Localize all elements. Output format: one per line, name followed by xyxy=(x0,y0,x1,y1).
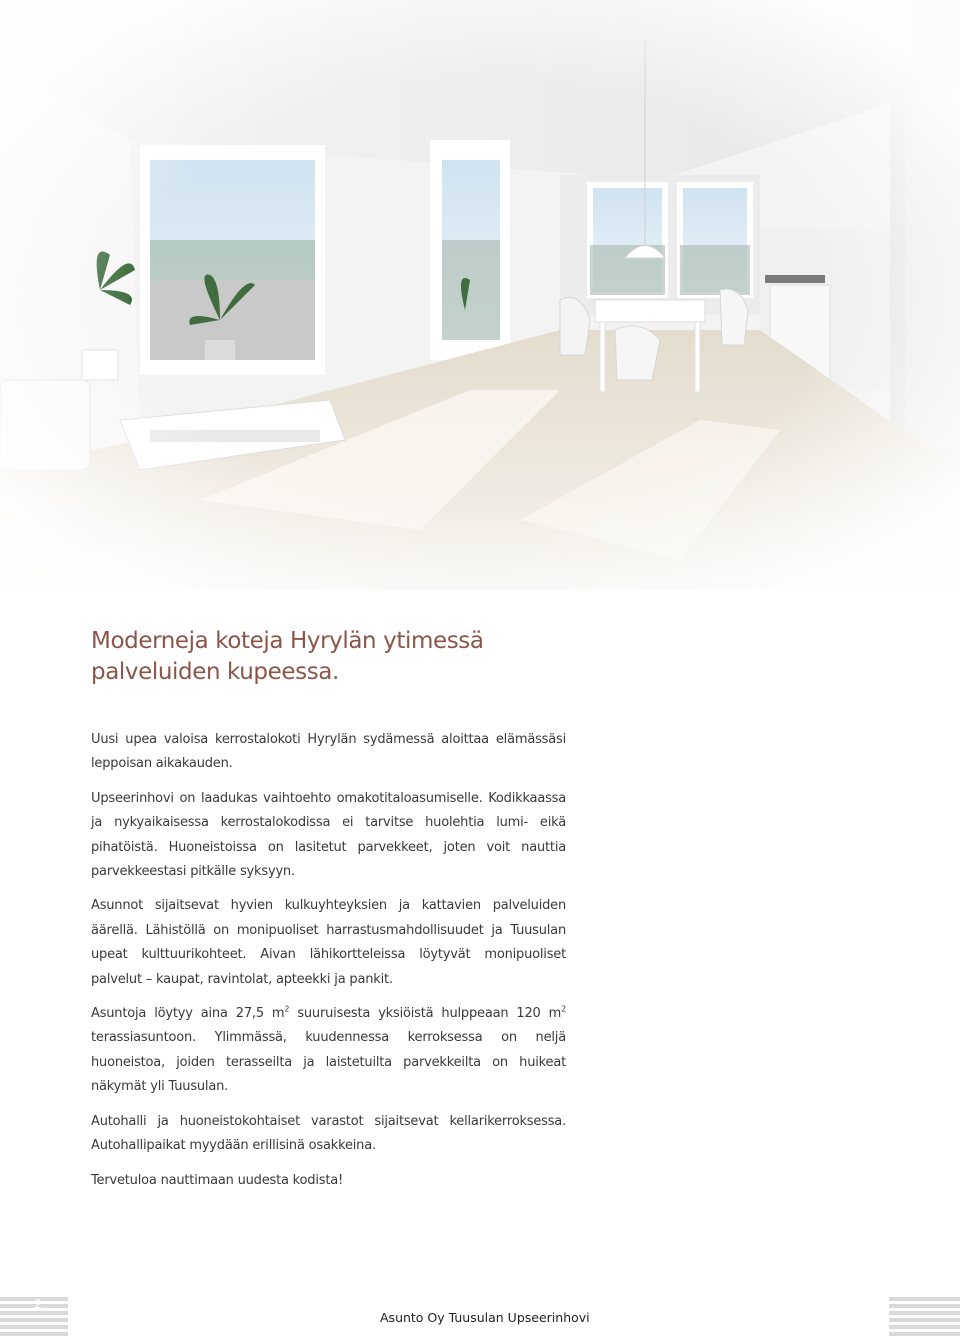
interior-photo-icon xyxy=(0,0,960,590)
headline-line-2: palveluiden kupeessa. xyxy=(91,659,339,685)
paragraph-parking: Autohalli ja huoneistokohtaiset varastot sijaitsevat kellarikerroksessa. Autohallipaikat myydään erillisinä osakkeina. xyxy=(91,1113,566,1154)
area-superscript-2: 2 xyxy=(561,1004,566,1014)
area-text-part-2: suuruisesta yksiöistä hulppeaan 120 m xyxy=(289,1006,562,1022)
page-headline xyxy=(91,626,651,688)
paragraph-intro: Uusi upea valoisa kerrostalokoti Hyrylän sydämessä aloittaa elämässäsi leppoisan aikakauden. xyxy=(91,732,566,772)
footer-stripes-right xyxy=(889,1297,960,1337)
area-superscript-1: 2 xyxy=(284,1004,290,1014)
area-text-part-3: terassiasuntoon. Ylimmässä, kuudennessa kerroksessa on neljä huoneistoa, joiden terasseilta ja laistetuilta parvekkeilta on huikeat näkymät yli Tuusulan. xyxy=(91,1030,566,1095)
paragraph-apartment-sizes xyxy=(91,1002,566,1100)
body-text xyxy=(91,728,566,1203)
headline-line-1: Moderneja koteja Hyrylän ytimessä xyxy=(91,628,484,654)
area-text-part-1: Asuntoja löytyy aina 27,5 m xyxy=(91,1006,285,1022)
page-number: 2 xyxy=(34,1297,42,1311)
hero-interior-image xyxy=(0,0,960,590)
paragraph-location: Asunnot sijaitsevat hyvien kulkuyhteyksien ja kattavien palveluiden äärellä. Lähistöllä on monipuoliset harrastusmahdollisuudet ja Tuusulan upeat kulttuurikohteet. Aivan lähikortteleissa löytyvät monipuoliset palvelut – kaupat, ravintolat, apteekki ja pankit. xyxy=(91,898,566,987)
footer-title: Asunto Oy Tuusulan Upseerinhovi xyxy=(380,1310,590,1325)
paragraph-alternative: Upseerinhovi on laadukas vaihtoehto omakotitaloasumiselle. Kodikkaassa ja nykyaikaisessa kerrostalokodissa ei tarvitse huolehtia lumi- eikä pihatöistä. Huoneistoissa on lasitetut parvekkeet, joten voit nauttia parvekkeestasi pitkälle syksyyn. xyxy=(91,790,566,880)
paragraph-welcome: Tervetuloa nauttimaan uudesta kodista! xyxy=(91,1172,344,1188)
